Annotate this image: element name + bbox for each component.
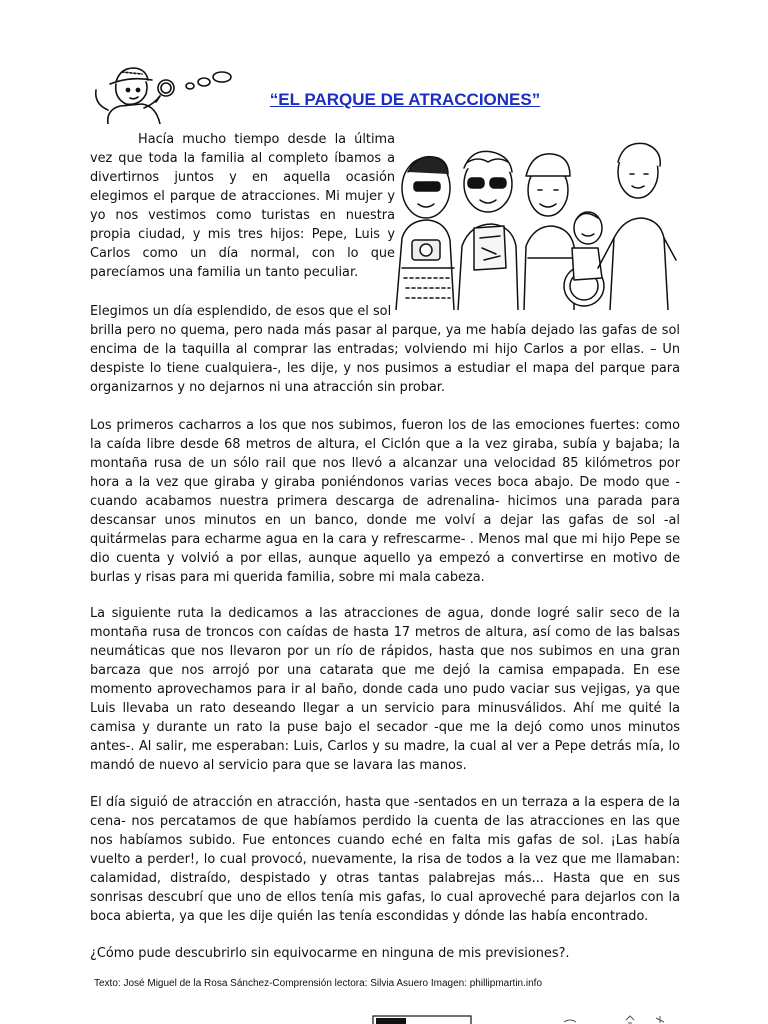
paragraph-5: El día siguió de atracción en atracción, hasta que -sentados en un terraza a la espera de la cena- nos percatamos de que habíamos perdido la cuenta de las atracciones en las que nos habíamos subido. Fue entonces cuando eché en falta mis gafas de sol. ¡Las había vuelto a perder!, lo cual provocó, nuevamente, la risa de todos a la vez que me llamaban: calamidad, distraído, despistado y otras tantas palabrejas más... Hasta que en sus sonrisas descubrí que uno de ellos tenía mis gafas, lo cual aproveché para dejarlos con la boca abierta, ya que les dije quién las tenía escondidas y dónde las había encontrado.	[90, 795, 680, 924]
paragraph-4: La siguiente ruta la dedicamos a las atracciones de agua, donde logré salir seco de la montaña rusa de troncos con caídas de hasta 17 metros de altura, así como de las balsas neumáticas que nos llevaron por un río de rápidos, hasta que nos subimos en una gran barcaza que nos arrojó por una catarata que me dejó la camisa empapada. En ese momento aprovechamos para ir al baño, donde cada uno pudo vaciar sus vejigas, ya que Luis llevaba un rato deseando llegar a un servicio para minusválidos. Ahí me quité la camisa y durante un rato la puse bajo el secador -que me la dejó como unos minutos antes-. Al salir, me esperaban: Luis, Carlos y su madre, la cual al ver a Pepe detrás mía, lo mandó de nuevo al servicio para que se lavara las manos.	[90, 606, 680, 773]
detective-magnifier-icon	[86, 60, 236, 124]
license-badge-icon	[372, 1014, 472, 1024]
footer-decoration-icon	[560, 1014, 670, 1024]
paragraph-3: Los primeros cacharros a los que nos subimos, fueron los de las emociones fuertes: como la caída libre desde 68 metros de altura, el Ciclón que a la vez giraba, subía y bajaba; la montaña rusa de un sólo rail que nos llevó a alcanzar una velocidad 85 kilómetros por hora a la vez que giraba y giraba poniéndonos varias veces boca abajo. De modo que -cuando acabamos nuestra primera descarga de adrenalina- hicimos una parada para descansar unos minutos en un banco, donde me volví a dejar las gafas de sol -al quitármelas para echarme agua en la cara y refrescarme- . Menos mal que mi hijo Pepe se dio cuenta y volvió a por ellas, aunque aquello ya empezó a convertirse en motivo de burlas y risas para mi querida familia, sobre mi mala cabeza.	[90, 418, 680, 585]
credits-line: Texto: José Miguel de la Rosa Sánchez-Comprensión lectora: Silvia Asuero Imagen: phillipmartin.info	[94, 978, 543, 989]
intro-paragraph: Hacía mucho tiempo desde la última vez que toda la familia al completo íbamos a divertirnos juntos y en aquella ocasión elegimos el parque de atracciones. Mi mujer y yo nos vestimos como turistas en nuestra propia ciudad, y mis tres hijos: Pepe, Luis y Carlos como un día normal, con lo que parecíamos una familia un tanto peculiar.	[90, 132, 395, 280]
family-tourists-illustration	[388, 128, 680, 310]
page-title: “EL PARQUE DE ATRACCIONES”	[269, 90, 541, 109]
paragraph-2-first-line: Elegimos un día esplendido, de esos que el sol	[90, 304, 392, 319]
paragraph-2: brilla pero no quema, pero nada más pasar al parque, ya me había dejado las gafas de sol encima de la taquilla al comprar las entradas; volviendo mi hijo Carlos a por ellas. – Un despiste lo tiene cualquiera-, les dije, y nos pusimos a estudiar el mapa del parque para organizarnos y no dejarnos ni una atracción sin probar.	[90, 323, 680, 395]
closing-question: ¿Cómo pude descubrirlo sin equivocarme en ninguna de mis previsiones?.	[90, 946, 570, 961]
